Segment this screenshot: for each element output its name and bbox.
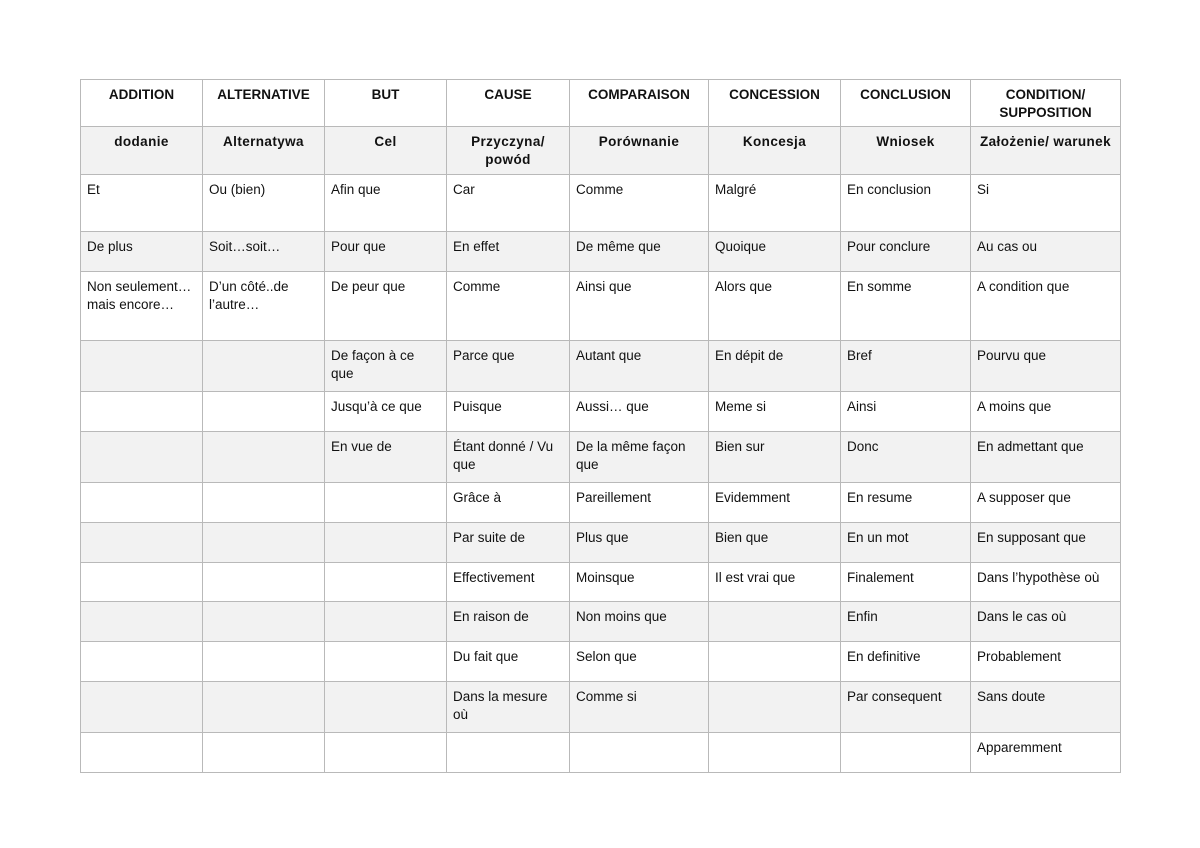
table-cell: Apparemment [971, 733, 1121, 773]
table-cell: Pareillement [570, 483, 709, 523]
column-header: COMPARAISON [570, 80, 709, 127]
table-cell: En resume [841, 483, 971, 523]
column-subheader: Koncesja [709, 127, 841, 175]
table-cell [203, 563, 325, 602]
table-cell: En conclusion [841, 175, 971, 232]
table-cell: Non moins que [570, 602, 709, 642]
column-header: ADDITION [81, 80, 203, 127]
column-subheader: Wniosek [841, 127, 971, 175]
table-cell: Du fait que [447, 642, 570, 682]
table-body [81, 175, 1121, 773]
table-cell: A supposer que [971, 483, 1121, 523]
table-cell: De façon à ce que [325, 341, 447, 392]
table-cell: Meme si [709, 392, 841, 432]
table-cell [81, 341, 203, 392]
table-cell: Par suite de [447, 523, 570, 563]
table-cell: Moinsque [570, 563, 709, 602]
table-cell [203, 682, 325, 733]
table-cell [81, 392, 203, 432]
table-row [81, 175, 1121, 232]
table-cell [203, 733, 325, 773]
table-cell [325, 642, 447, 682]
table-cell [325, 733, 447, 773]
table-cell [203, 642, 325, 682]
table-cell: Alors que [709, 272, 841, 341]
table-row [81, 523, 1121, 563]
table-cell: Ainsi [841, 392, 971, 432]
table-cell: Parce que [447, 341, 570, 392]
table-cell [203, 523, 325, 563]
table-cell: A moins que [971, 392, 1121, 432]
table-cell [81, 432, 203, 483]
table-cell [81, 733, 203, 773]
table-cell: D’un côté..de l’autre… [203, 272, 325, 341]
table-cell: Jusqu’à ce que [325, 392, 447, 432]
table-cell: Grâce à [447, 483, 570, 523]
table-cell: Pour que [325, 232, 447, 272]
table-cell: En supposant que [971, 523, 1121, 563]
column-header: CONDITION/ SUPPOSITION [971, 80, 1121, 127]
table-row [81, 733, 1121, 773]
table-cell: Car [447, 175, 570, 232]
table-cell: Par consequent [841, 682, 971, 733]
table-cell: Donc [841, 432, 971, 483]
table-cell: Ou (bien) [203, 175, 325, 232]
table-cell [81, 483, 203, 523]
table-cell [203, 602, 325, 642]
column-header: CONCLUSION [841, 80, 971, 127]
table-row [81, 483, 1121, 523]
table-cell: Comme [447, 272, 570, 341]
column-header: CAUSE [447, 80, 570, 127]
column-header: BUT [325, 80, 447, 127]
header-row-polish [81, 127, 1121, 175]
table-cell [81, 523, 203, 563]
header-row-french [81, 80, 1121, 127]
table-cell [81, 682, 203, 733]
table-cell: Comme [570, 175, 709, 232]
table-cell: Pourvu que [971, 341, 1121, 392]
table-row [81, 432, 1121, 483]
table-cell: De même que [570, 232, 709, 272]
table-cell: Aussi… que [570, 392, 709, 432]
table-row [81, 682, 1121, 733]
table-cell: Probablement [971, 642, 1121, 682]
table-cell [325, 563, 447, 602]
column-subheader: Założenie/ warunek [971, 127, 1121, 175]
table-cell: Bien que [709, 523, 841, 563]
table-row [81, 341, 1121, 392]
table-cell: Sans doute [971, 682, 1121, 733]
table-cell: Malgré [709, 175, 841, 232]
column-header: CONCESSION [709, 80, 841, 127]
table-row [81, 232, 1121, 272]
table-cell: Enfin [841, 602, 971, 642]
table-cell [447, 733, 570, 773]
table-cell: Si [971, 175, 1121, 232]
table-cell: Non seulement…mais encore… [81, 272, 203, 341]
table-cell: De la même façon que [570, 432, 709, 483]
table-cell: Selon que [570, 642, 709, 682]
table-cell [203, 483, 325, 523]
table-row [81, 642, 1121, 682]
table-cell [81, 563, 203, 602]
column-subheader: Cel [325, 127, 447, 175]
table-cell: En definitive [841, 642, 971, 682]
table-cell [203, 392, 325, 432]
table-cell: En vue de [325, 432, 447, 483]
table-cell: Quoique [709, 232, 841, 272]
table-cell [203, 341, 325, 392]
table-cell: Autant que [570, 341, 709, 392]
column-subheader: Przyczyna/ powód [447, 127, 570, 175]
table-row [81, 563, 1121, 602]
table-cell: En dépit de [709, 341, 841, 392]
table-cell: Bref [841, 341, 971, 392]
table-cell: En somme [841, 272, 971, 341]
table-cell [81, 642, 203, 682]
table-cell: En admettant que [971, 432, 1121, 483]
table-cell [709, 682, 841, 733]
table-cell [841, 733, 971, 773]
table-cell [81, 602, 203, 642]
table-cell [325, 602, 447, 642]
table-cell [709, 602, 841, 642]
table-cell: En raison de [447, 602, 570, 642]
table-cell: Dans l’hypothèse où [971, 563, 1121, 602]
table-cell [203, 432, 325, 483]
table-cell: Effectivement [447, 563, 570, 602]
table-cell: Bien sur [709, 432, 841, 483]
table-cell: Plus que [570, 523, 709, 563]
table-cell: Étant donné / Vu que [447, 432, 570, 483]
table-cell: Puisque [447, 392, 570, 432]
table-cell [325, 682, 447, 733]
connectors-table [80, 79, 1121, 773]
table-cell: De plus [81, 232, 203, 272]
table-cell: A condition que [971, 272, 1121, 341]
table-cell [325, 523, 447, 563]
column-subheader: Alternatywa [203, 127, 325, 175]
table-cell: Comme si [570, 682, 709, 733]
table-cell [709, 642, 841, 682]
column-header: ALTERNATIVE [203, 80, 325, 127]
table-cell: Soit…soit… [203, 232, 325, 272]
table-row [81, 602, 1121, 642]
table-row [81, 272, 1121, 341]
table-cell: Finalement [841, 563, 971, 602]
table-cell [325, 483, 447, 523]
table-cell: Dans le cas où [971, 602, 1121, 642]
table-cell [570, 733, 709, 773]
table-cell: Au cas ou [971, 232, 1121, 272]
table-cell: Il est vrai que [709, 563, 841, 602]
table-cell: Ainsi que [570, 272, 709, 341]
table-cell: En un mot [841, 523, 971, 563]
table-cell: Et [81, 175, 203, 232]
table-cell [709, 733, 841, 773]
column-subheader: Porównanie [570, 127, 709, 175]
table-cell: Evidemment [709, 483, 841, 523]
table-row [81, 392, 1121, 432]
table-cell: Afin que [325, 175, 447, 232]
column-subheader: dodanie [81, 127, 203, 175]
table-cell: En effet [447, 232, 570, 272]
table-cell: Dans la mesure où [447, 682, 570, 733]
table-cell: Pour conclure [841, 232, 971, 272]
table-cell: De peur que [325, 272, 447, 341]
